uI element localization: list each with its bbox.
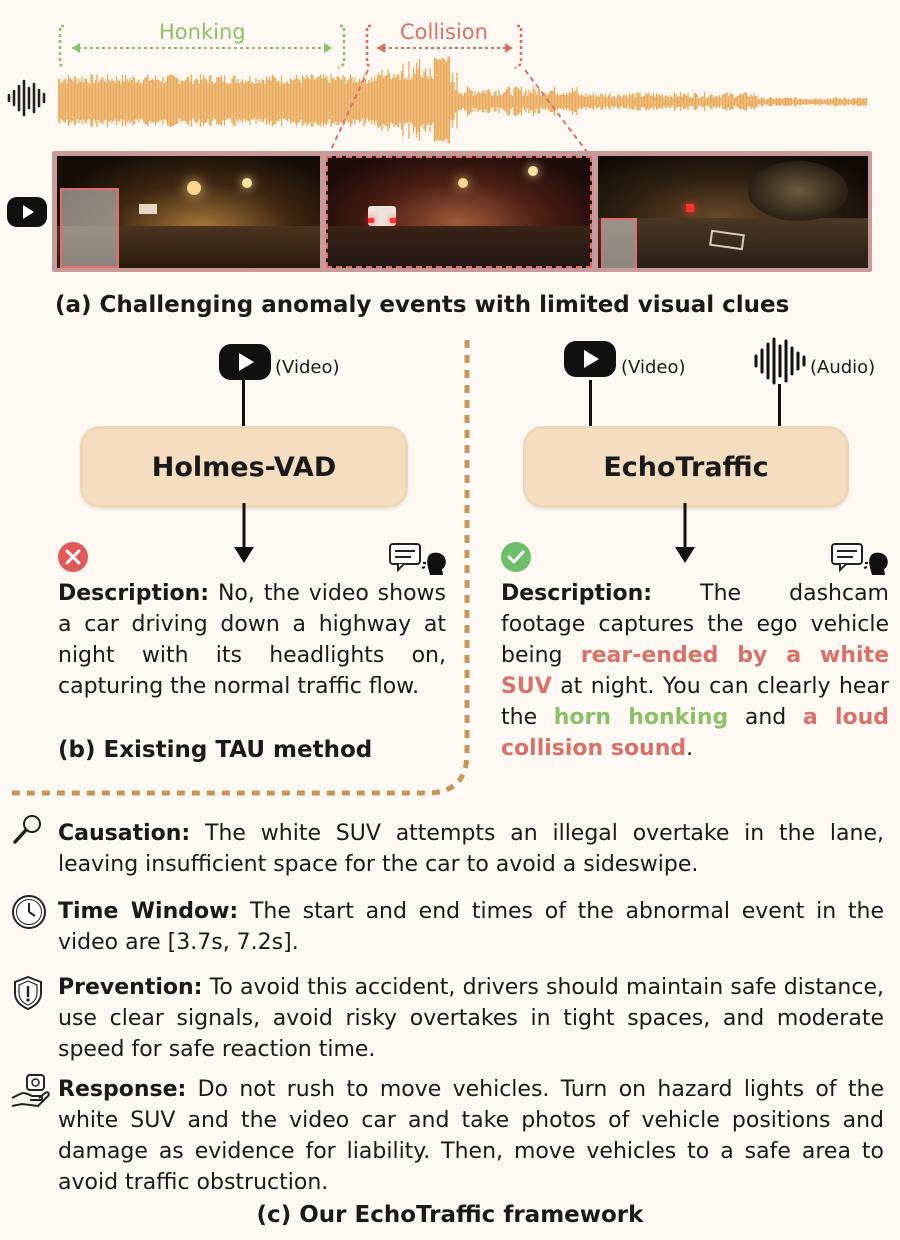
causation-heading: Causation: bbox=[58, 821, 191, 846]
caption-c: (c) Our EchoTraffic framework bbox=[256, 1202, 644, 1228]
connector-line bbox=[589, 380, 592, 426]
prevention-text: To avoid this accident, drivers should maintain safe distance, use clear signals, avoid risky overtakes in tight spaces, and moderate speed for safe reaction time. bbox=[58, 975, 884, 1062]
causation-text: The white SUV attempts an illegal overtake in the lane, leaving insufficient space for the car to avoid a sideswipe. bbox=[58, 821, 884, 877]
response-item bbox=[58, 1074, 884, 1198]
response-heading: Response: bbox=[58, 1077, 187, 1102]
collision-label: Collision bbox=[396, 20, 492, 44]
honking-label: Honking bbox=[155, 20, 250, 44]
prevention-heading: Prevention: bbox=[58, 975, 203, 1000]
anomaly-box bbox=[60, 188, 119, 268]
speech-icon bbox=[830, 541, 890, 577]
desc-part-1: The dashcam footage captures the ego vehicle being bbox=[501, 581, 889, 668]
response-text: Do not rush to move vehicles. Turn on hazard lights of the white SUV and the video car and take photos of vehicle positions and damage as evidence for liability. Then, move vehicles to a safe area to avoid traffic obstruction. bbox=[58, 1077, 884, 1195]
anomaly-box-2 bbox=[601, 218, 637, 268]
desc-part-3: and bbox=[744, 705, 787, 730]
video-frame-2 bbox=[326, 156, 592, 268]
video-play-icon bbox=[6, 196, 48, 228]
zoom-lines bbox=[320, 60, 600, 160]
section-divider bbox=[0, 338, 480, 803]
audio-wave-icon bbox=[6, 78, 48, 118]
down-arrow bbox=[673, 503, 697, 565]
check-icon bbox=[500, 541, 532, 573]
desc-highlight-horn: horn honking bbox=[553, 705, 729, 730]
video-play-icon bbox=[563, 340, 619, 380]
desc-part-4: . bbox=[686, 736, 694, 761]
prevention-item bbox=[58, 972, 884, 1065]
video-input-label: (Video) bbox=[275, 357, 340, 378]
desc-part-2: at night. You can clearly hear the bbox=[501, 674, 889, 730]
clock-icon bbox=[10, 893, 48, 931]
echotraffic-description bbox=[501, 578, 889, 764]
magnifier-icon bbox=[10, 812, 46, 848]
time-heading: Time Window: bbox=[58, 899, 239, 924]
video-input-label: (Video) bbox=[621, 357, 686, 378]
holmes-vad-label: Holmes-VAD bbox=[151, 451, 337, 483]
desc-highlight-collision: a loud collision sound bbox=[501, 705, 890, 761]
echotraffic-label: EchoTraffic bbox=[603, 451, 769, 483]
video-frame-3 bbox=[598, 156, 868, 268]
desc-heading: Description: bbox=[501, 581, 653, 606]
echotraffic-box bbox=[523, 426, 849, 508]
audio-wave-icon bbox=[752, 336, 812, 386]
desc-text: No, the video shows a car driving down a highway at night with its headlights on, capturing the normal traffic flow. bbox=[58, 581, 446, 699]
caption-b: (b) Existing TAU method bbox=[58, 737, 373, 763]
connector-line bbox=[778, 384, 781, 426]
video-frame-1 bbox=[57, 156, 320, 268]
time-text: The start and end times of the abnormal event in the video are [3.7s, 7.2s]. bbox=[58, 899, 884, 955]
causation-item bbox=[58, 818, 884, 880]
shield-icon bbox=[10, 974, 46, 1012]
hand-icon bbox=[10, 1072, 52, 1112]
caption-a: (a) Challenging anomaly events with limited visual clues bbox=[55, 292, 790, 318]
desc-highlight-rear-ended: rear-ended by a white SUV bbox=[501, 643, 889, 699]
time-window-item bbox=[58, 896, 884, 958]
audio-input-label: (Audio) bbox=[810, 357, 876, 378]
desc-heading: Description: bbox=[58, 581, 210, 606]
